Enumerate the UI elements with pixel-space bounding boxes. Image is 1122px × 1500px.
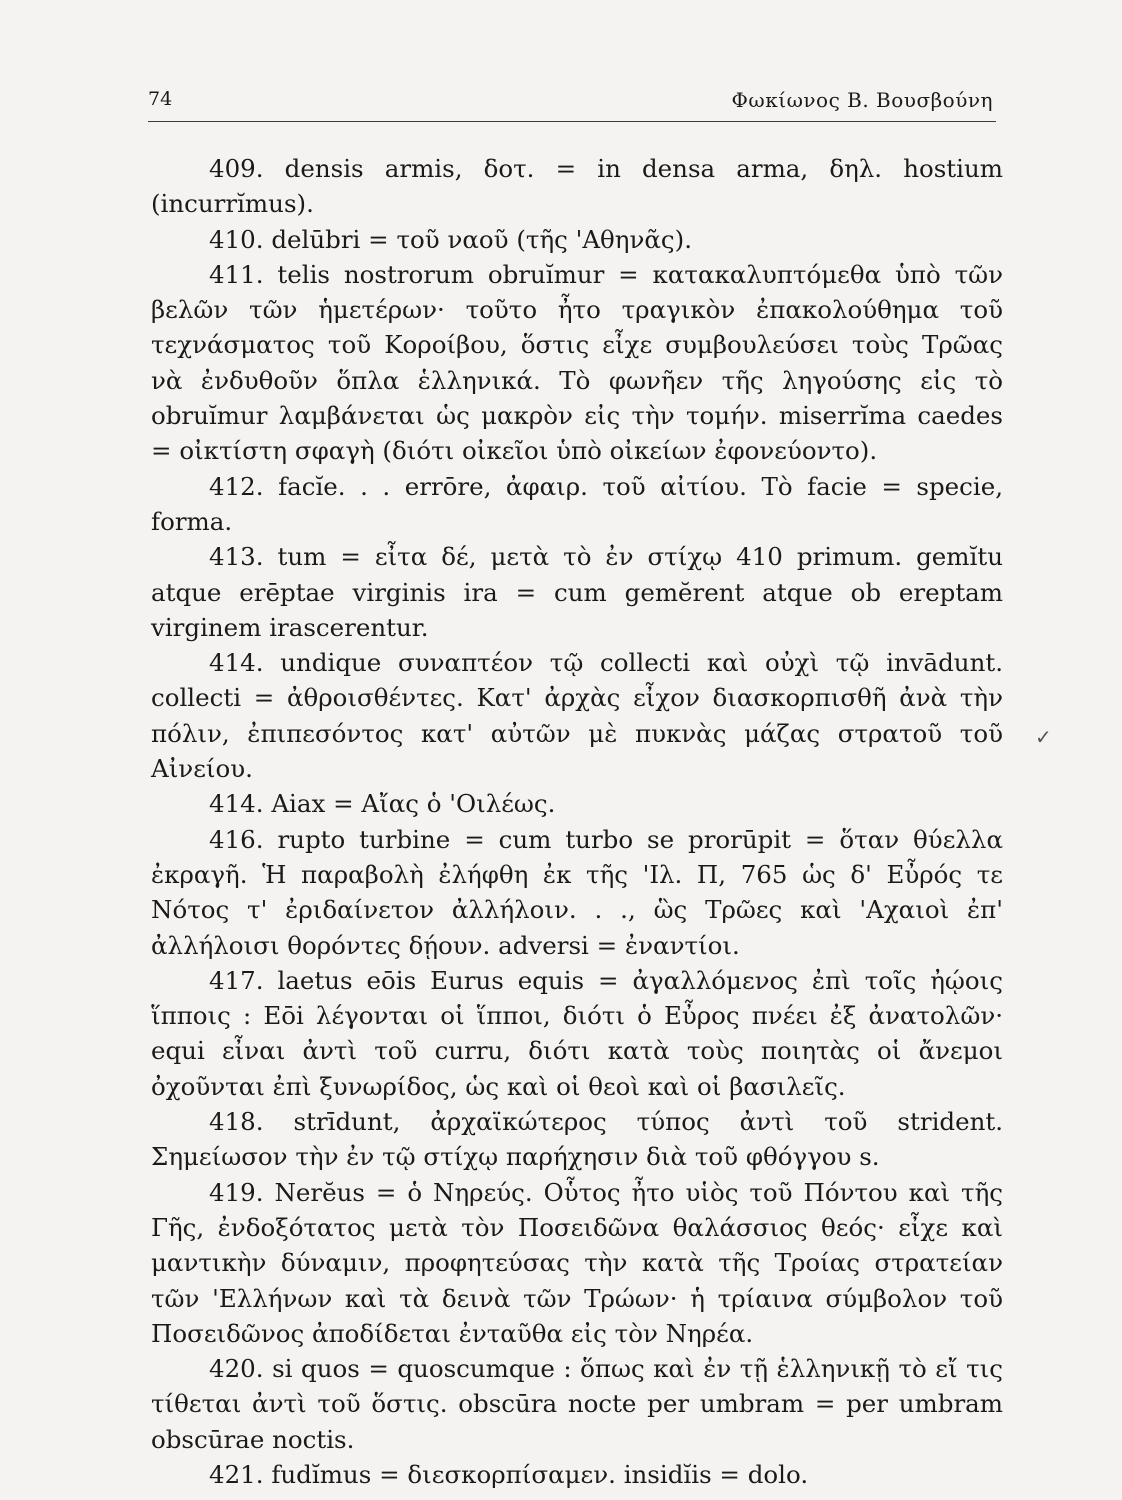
entry-417: 417. laetus eōis Eurus equis = ἀγαλλόμενος ἐπὶ τοῖς ἠῴοις ἵπποις : Eōi λέγονται οἱ ἵπποι, διότι ὁ Εὖρος πνέει ἐξ ἀνατολῶν· equi εἶναι ἀντὶ τοῦ curru, διότι κατὰ τοὺς ποιητὰς οἱ ἄνεμοι ὀχοῦνται ἐπὶ ξυνωρίδος, ὡς καὶ οἱ θεοὶ καὶ οἱ βασιλεῖς. <box>151 965 1003 1101</box>
entry-421: 421. fudĭmus = διεσκορπίσαμεν. insidĭis = dolo. <box>209 1459 809 1489</box>
entry-418: 418. strīdunt, ἀρχαϊκώτερος τύπος ἀντὶ τοῦ strident. Σημείωσον τὴν ἐν τῷ στίχῳ παρήχησιν διὰ τοῦ φθόγγου s. <box>151 1107 1003 1172</box>
entry-414b: 414. Aiax = Αἴας ὁ 'Οιλέως. <box>209 789 556 819</box>
header-rule <box>148 121 996 122</box>
entry-409: 409. densis armis, δοτ. = in densa arma, δηλ. hostium (incurrĭmus). <box>151 154 1003 219</box>
page-header <box>148 88 993 118</box>
page-number: 74 <box>148 88 173 110</box>
entry-420: 420. si quos = quoscumque : ὅπως καὶ ἐν τῇ ἑλληνικῇ τὸ εἴ τις τίθεται ἀντὶ τοῦ ὅστις. obscūra nocte per umbram = per umbram obscūrae noctis. <box>151 1354 1003 1454</box>
entry-412: 412. facĭe. . . errōre, ἀφαιρ. τοῦ αἰτίου. Τὸ facie = specie, forma. <box>151 471 1003 536</box>
entry-410: 410. delūbri = τοῦ ναοῦ (τῆς 'Αθηνᾶς). <box>209 224 692 254</box>
pencil-check-mark: ✓ <box>1035 725 1052 749</box>
entry-413: 413. tum = εἶτα δέ, μετὰ τὸ ἐν στίχῳ 410 primum. gemĭtu atque erēptae virginis ira = cum gemĕrent atque ob ereptam virginem irascerentur. <box>151 542 1003 642</box>
running-head: Φωκίωνος Β. Βουσβούνη <box>731 88 993 112</box>
entry-416: 416. rupto turbine = cum turbo se prorūpit = ὅταν θύελλα ἐκραγῆ. Ἡ παραβολὴ ἐλήφθη ἐκ τῆς 'Ιλ. Π, 765 ὡς δ' Εὖρός τε Νότος τ' ἐριδαίνετον ἀλλήλοιν. . ., ὣς Τρῶες καὶ 'Αχαιοὶ ἐπ' ἀλλήλοισι θορόντες δῄουν. adversi = ἐναντίοι. <box>151 824 1003 960</box>
entry-419: 419. Nerĕus = ὁ Νηρεύς. Οὗτος ἦτο υἱὸς τοῦ Πόντου καὶ τῆς Γῆς, ἐνδοξότατος μετὰ τὸν Ποσειδῶνα θαλάσσιος θεός· εἶχε καὶ μαντικὴν δύναμιν, προφητεύσας τὴν κατὰ τῆς Τροίας στρατείαν τῶν 'Ελλήνων καὶ τὰ δεινὰ τῶν Τρώων· ἡ τρίαινα σύμβολον τοῦ Ποσειδῶνος ἀποδίδεται ἐνταῦθα εἰς τὸν Νηρέα. <box>151 1177 1003 1348</box>
commentary-body <box>151 151 1003 1492</box>
entry-414a: 414. undique συναπτέον τῷ collecti καὶ οὐχὶ τῷ invādunt. collecti = ἀθροισθέντες. Κατ' ἀρχὰς εἶχον διασκορπισθῆ ἀνὰ τὴν πόλιν, ἐπιπεσόντος κατ' αὐτῶν μὲ πυκνὰς μάζας στρατοῦ τοῦ Αἰνείου. <box>151 648 1003 784</box>
entry-411: 411. telis nostrorum obruĭmur = κατακαλυπτόμεθα ὑπὸ τῶν βελῶν τῶν ἡμετέρων· τοῦτο ἦτο τραγικὸν ἐπακολούθημα τοῦ τεχνάσματος τοῦ Κοροίβου, ὅστις εἶχε συμβουλεύσει τοὺς Τρῶας νὰ ἐνδυθοῦν ὅπλα ἑλληνικά. Τὸ φωνῆεν τῆς ληγούσης εἰς τὸ obruĭmur λαμβάνεται ὡς μακρὸν εἰς τὴν τομήν. miserrĭma caedes = οἰκτίστη σφαγὴ (διότι οἰκεῖοι ὑπὸ οἰκείων ἐφονεύοντο). <box>151 259 1003 466</box>
